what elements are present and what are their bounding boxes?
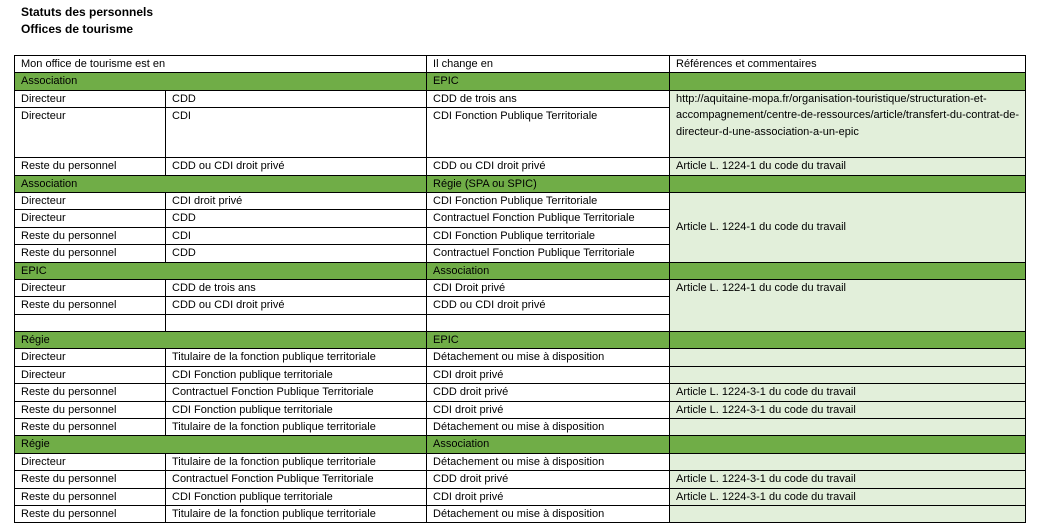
table-row [15,366,1026,383]
cell-contract: Contractuel Fonction Publique Territoriale [166,471,427,488]
cell-reference: Article L. 1224-3-1 du code du travail [670,401,1026,418]
cell-new-contract: Contractuel Fonction Publique Territoriale [427,245,670,262]
cell-contract: Titulaire de la fonction publique territoriale [166,349,427,366]
cell-reference-link[interactable]: http://aquitaine-mopa.fr/organisation-touristique/structuration-et-accompagnement/centre-de-ressources/article/transfert-du-contrat-de-directeur-d-une-association-a-un-epic [670,90,1026,157]
header-references: Références et commentaires [670,56,1026,73]
section-from: Régie [15,436,427,453]
cell-reference: Article L. 1224-3-1 du code du travail [670,471,1026,488]
cell-reference [670,366,1026,383]
section-to: Association [427,436,670,453]
cell-contract: CDD [166,210,427,227]
cell-reference: Article L. 1224-1 du code du travail [670,280,1026,332]
cell-role: Reste du personnel [15,505,166,522]
cell-role: Directeur [15,366,166,383]
cell-new-contract: CDD ou CDI droit privé [427,297,670,314]
cell-role: Reste du personnel [15,227,166,244]
table-row [15,453,1026,470]
section-ref-header [670,175,1026,192]
cell-new-contract: CDD droit privé [427,384,670,401]
cell-contract: CDI Fonction publique territoriale [166,366,427,383]
cell-contract: CDD ou CDI droit privé [166,158,427,175]
cell-role: Reste du personnel [15,158,166,175]
section-from: Association [15,175,427,192]
empty-cell [15,314,166,331]
table-row [15,280,1026,297]
cell-new-contract: Détachement ou mise à disposition [427,453,670,470]
cell-role: Reste du personnel [15,488,166,505]
section-to: EPIC [427,73,670,90]
cell-new-contract: CDI droit privé [427,488,670,505]
cell-contract: Titulaire de la fonction publique territoriale [166,418,427,435]
cell-reference [670,349,1026,366]
cell-new-contract: Détachement ou mise à disposition [427,418,670,435]
empty-cell [166,314,427,331]
section-ref-header [670,331,1026,348]
cell-new-contract: Détachement ou mise à disposition [427,505,670,522]
cell-reference [670,453,1026,470]
section-header-row [15,331,1026,348]
table-row [15,471,1026,488]
section-ref-header [670,436,1026,453]
table-row [15,90,1026,107]
header-new-status: Il change en [427,56,670,73]
table-row [15,384,1026,401]
document-subtitle: Offices de tourisme [21,22,134,36]
section-from: Association [15,73,427,90]
table-row [15,505,1026,522]
table-row [15,401,1026,418]
cell-reference: Article L. 1224-3-1 du code du travail [670,384,1026,401]
status-table [14,55,1026,523]
cell-new-contract: CDI Fonction Publique territoriale [427,227,670,244]
cell-new-contract: CDI Droit privé [427,280,670,297]
section-from: Régie [15,331,427,348]
document-title: Statuts des personnels [21,5,154,19]
cell-role: Reste du personnel [15,245,166,262]
cell-contract: Titulaire de la fonction publique territoriale [166,453,427,470]
section-header-row [15,436,1026,453]
cell-role: Directeur [15,349,166,366]
cell-reference [670,505,1026,522]
section-header-row [15,73,1026,90]
cell-role: Reste du personnel [15,384,166,401]
cell-role: Directeur [15,210,166,227]
header-current-status: Mon office de tourisme est en [15,56,427,73]
cell-reference: Article L. 1224-1 du code du travail [670,158,1026,175]
cell-new-contract: Contractuel Fonction Publique Territoriale [427,210,670,227]
cell-new-contract: Détachement ou mise à disposition [427,349,670,366]
section-to: Régie (SPA ou SPIC) [427,175,670,192]
cell-reference [670,418,1026,435]
cell-role: Reste du personnel [15,297,166,314]
cell-contract: CDD [166,245,427,262]
cell-contract: CDD [166,90,427,107]
cell-role: Directeur [15,108,166,158]
cell-contract: CDD ou CDI droit privé [166,297,427,314]
cell-new-contract: CDD de trois ans [427,90,670,107]
cell-new-contract: CDD droit privé [427,471,670,488]
table-row [15,158,1026,175]
empty-cell [427,314,670,331]
section-ref-header [670,73,1026,90]
section-to: Association [427,262,670,279]
cell-new-contract: CDI droit privé [427,401,670,418]
cell-role: Directeur [15,280,166,297]
cell-contract: CDI Fonction publique territoriale [166,401,427,418]
table-row [15,418,1026,435]
cell-role: Directeur [15,90,166,107]
cell-new-contract: CDD ou CDI droit privé [427,158,670,175]
section-from: EPIC [15,262,427,279]
section-ref-header [670,262,1026,279]
cell-contract: CDI [166,227,427,244]
cell-contract: Contractuel Fonction Publique Territoriale [166,384,427,401]
cell-role: Directeur [15,193,166,210]
cell-new-contract: CDI droit privé [427,366,670,383]
cell-contract: CDI [166,108,427,158]
cell-reference: Article L. 1224-3-1 du code du travail [670,488,1026,505]
cell-new-contract: CDI Fonction Publique Territoriale [427,108,670,158]
cell-reference: Article L. 1224-1 du code du travail [670,193,1026,263]
section-to: EPIC [427,331,670,348]
section-header-row [15,262,1026,279]
table-row [15,349,1026,366]
cell-role: Reste du personnel [15,471,166,488]
cell-contract: CDI droit privé [166,193,427,210]
cell-new-contract: CDI Fonction Publique Territoriale [427,193,670,210]
table-row [15,193,1026,210]
section-header-row [15,175,1026,192]
cell-contract: CDD de trois ans [166,280,427,297]
cell-role: Reste du personnel [15,418,166,435]
cell-role: Directeur [15,453,166,470]
cell-role: Reste du personnel [15,401,166,418]
cell-contract: CDI Fonction publique territoriale [166,488,427,505]
cell-contract: Titulaire de la fonction publique territoriale [166,505,427,522]
table-row [15,488,1026,505]
